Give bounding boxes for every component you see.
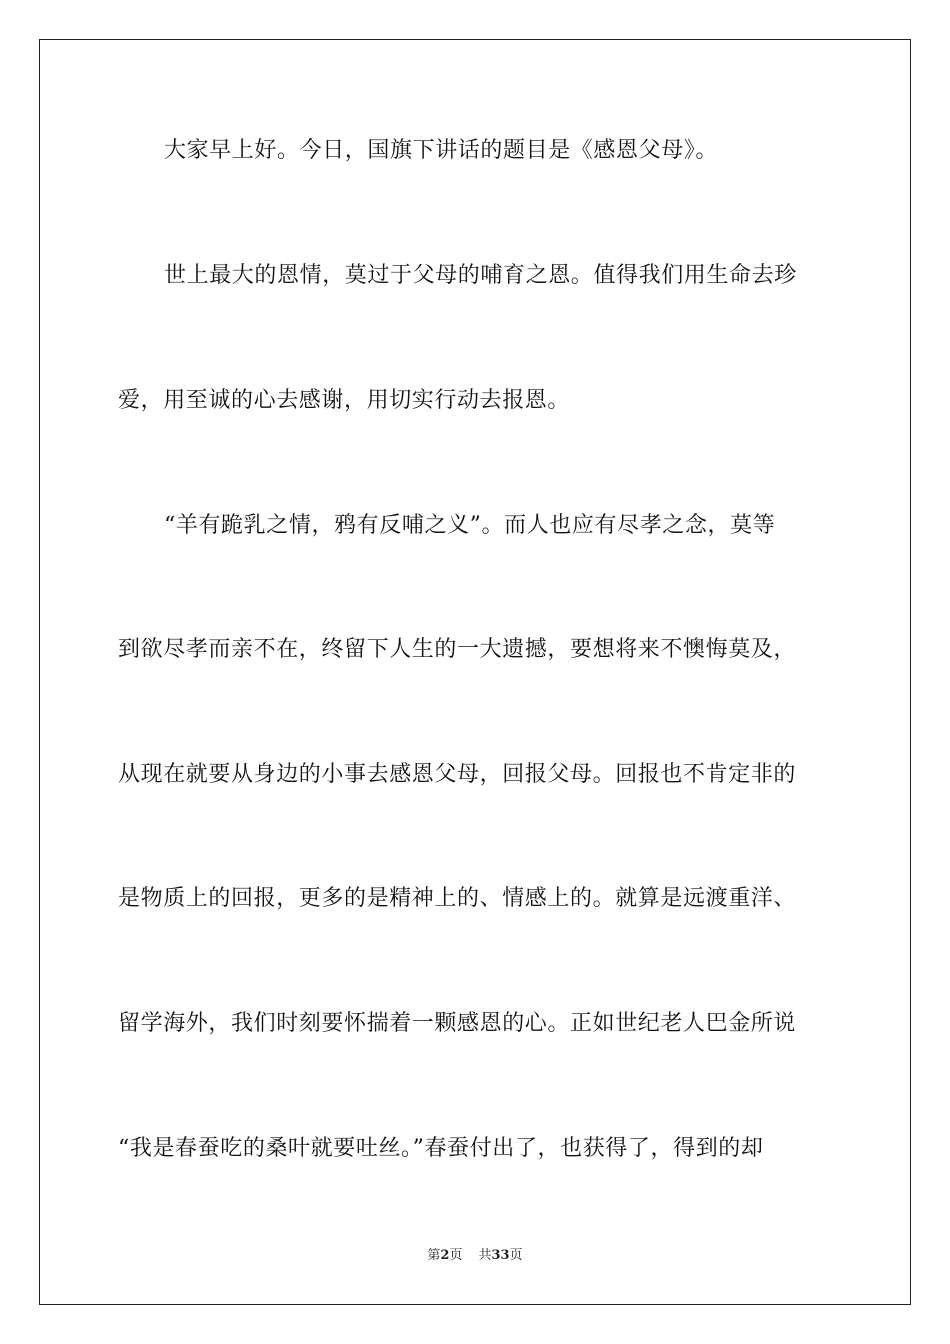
- paragraph-line-3: 爱，用至诚的心去感谢，用切实行动去报恩。: [118, 388, 571, 413]
- paragraph-line-9: “我是春蚕吃的桑叶就要吐丝。”春蚕付出了，也获得了，得到的却: [118, 1136, 764, 1161]
- paragraph-line-8: 留学海外，我们时刻要怀揣着一颗感恩的心。正如世纪老人巴金所说: [118, 1011, 797, 1036]
- total-prefix: 共: [478, 1248, 492, 1263]
- page-footer: [0, 1247, 950, 1265]
- paragraph-line-4: “羊有跪乳之情，鸦有反哺之义”。而人也应有尽孝之念，莫等: [164, 513, 776, 538]
- page-number: 2: [440, 1248, 450, 1263]
- paragraph-line-7: 是物质上的回报，更多的是精神上的、情感上的。就算是远渡重洋、: [118, 886, 797, 911]
- paragraph-line-2: 世上最大的恩情，莫过于父母的哺育之恩。值得我们用生命去珍: [164, 263, 797, 288]
- paragraph-line-6: 从现在就要从身边的小事去感恩父母，回报父母。回报也不肯定非的: [118, 762, 797, 787]
- page-prefix: 第: [427, 1248, 441, 1263]
- page-border: [39, 39, 911, 1305]
- total-pages: 33: [491, 1248, 510, 1263]
- paragraph-line-1: 大家早上好。今日，国旗下讲话的题目是《感恩父母》。: [164, 138, 719, 163]
- page-suffix: 页: [449, 1248, 463, 1263]
- total-suffix: 页: [509, 1248, 523, 1263]
- paragraph-line-5: 到欲尽孝而亲不在，终留下人生的一大遗撼，要想将来不懊悔莫及，: [118, 637, 797, 662]
